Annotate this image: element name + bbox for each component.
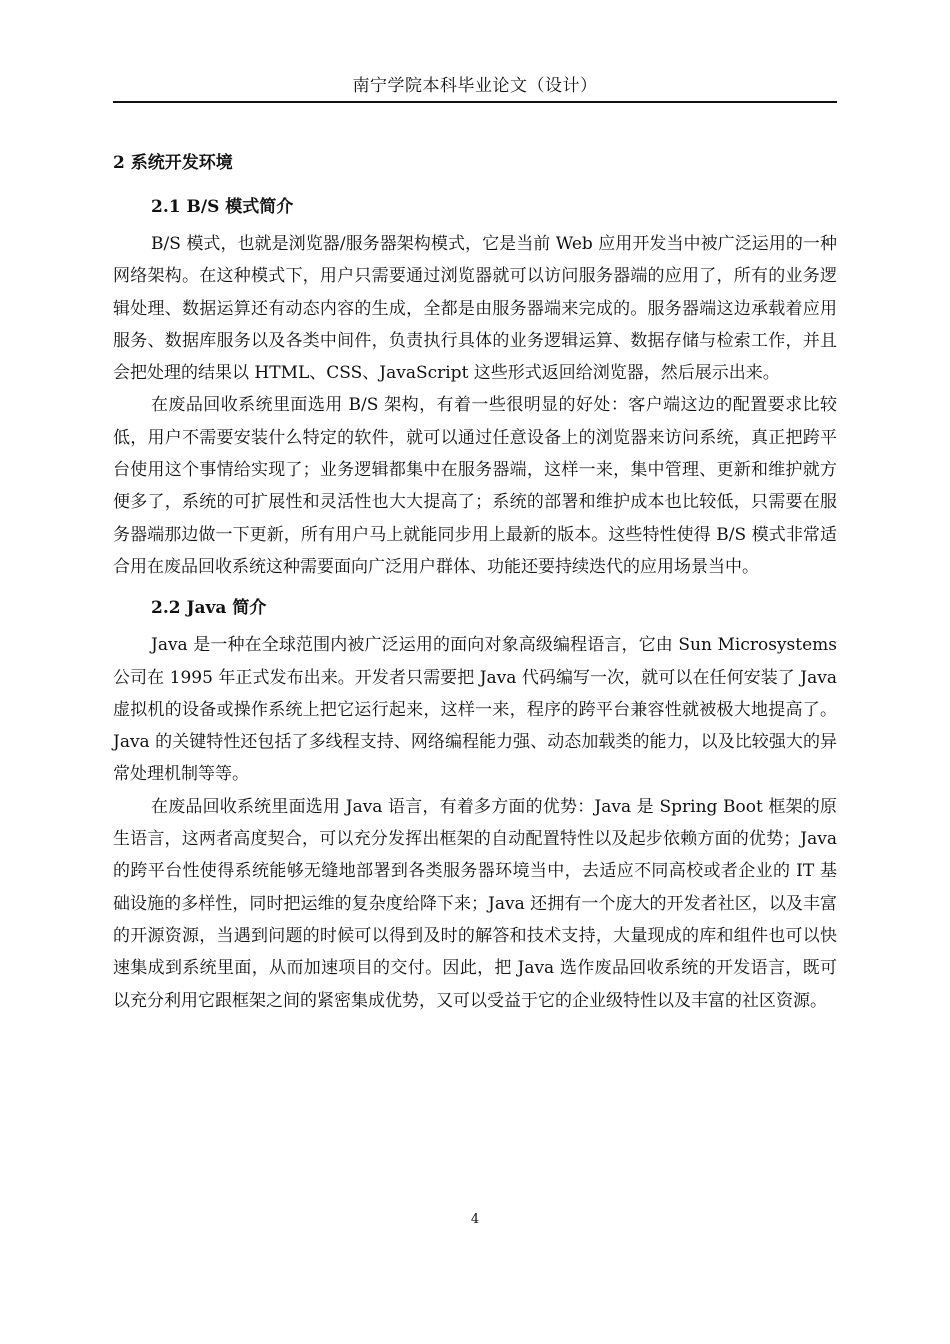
body-paragraph: Java 是一种在全球范围内被广泛运用的面向对象高级编程语言，它由 Sun Microsystems 公司在 1995 年正式发布出来。开发者只需要把 Java 代码编写一次，就可以在任何安装了 Java 虚拟机的设备或操作系统上把它运行起来，这样一来，程序的跨平台兼容性就被极大地提高了。Java 的关键特性还包括了多线程支持、网络编程能力强、动态加载类的能力，以及比较强大的异常处理机制等等。	[113, 635, 837, 785]
section-heading: 2.2 Java 简介	[151, 598, 267, 619]
body-paragraph: 在废品回收系统里面选用 Java 语言，有着多方面的优势：Java 是 Spring Boot 框架的原生语言，这两者高度契合，可以充分发挥出框架的自动配置特性以及起步依赖方面的优势；Java 的跨平台性使得系统能够无缝地部署到各类服务器环境当中，去适应不同高校或者企业的 IT 基础设施的多样性，同时把运维的复杂度给降下来；Java 还拥有一个庞大的开发者社区，以及丰富的开源资源，当遇到问题的时候可以得到及时的解答和技术支持，大量现成的库和组件也可以快速集成到系统里面，从而加速项目的交付。因此，把 Java 选作废品回收系统的开发语言，既可以充分利用它跟框架之间的紧密集成优势，又可以受益于它的企业级特性以及丰富的社区资源。	[113, 796, 837, 1011]
page-number: 4	[470, 1212, 480, 1227]
body-paragraph: 在废品回收系统里面选用 B/S 架构，有着一些很明显的好处：客户端这边的配置要求比较低，用户不需要安装什么特定的软件，就可以通过任意设备上的浏览器来访问系统，真正把跨平台使用这个事情给实现了；业务逻辑都集中在服务器端，这样一来，集中管理、更新和维护就方便多了，系统的可扩展性和灵活性也大大提高了；系统的部署和维护成本也比较低，只需要在服务器端那边做一下更新，所有用户马上就能同步用上最新的版本。这些特性使得 B/S 模式非常适合用在废品回收系统这种需要面向广泛用户群体、功能还要持续迭代的应用场景当中。	[113, 395, 837, 577]
document-body	[113, 148, 837, 1017]
page-header-title: 南宁学院本科毕业论文（设计）	[352, 76, 598, 96]
section-heading: 2.1 B/S 模式简介	[151, 197, 294, 217]
body-paragraph: B/S 模式，也就是浏览器/服务器架构模式，它是当前 Web 应用开发当中被广泛运用的一种网络架构。在这种模式下，用户只需要通过浏览器就可以访问服务器端的应用了，所有的业务逻辑处理、数据运算还有动态内容的生成，全都是由服务器端来完成的。服务器端这边承载着应用服务、数据库服务以及各类中间件，负责执行具体的业务逻辑运算、数据存储与检索工作，并且会把处理的结果以 HTML、CSS、JavaScript 这些形式返回给浏览器，然后展示出来。	[113, 234, 837, 384]
header-divider	[113, 101, 837, 103]
chapter-heading: 2 系统开发环境	[113, 153, 233, 173]
